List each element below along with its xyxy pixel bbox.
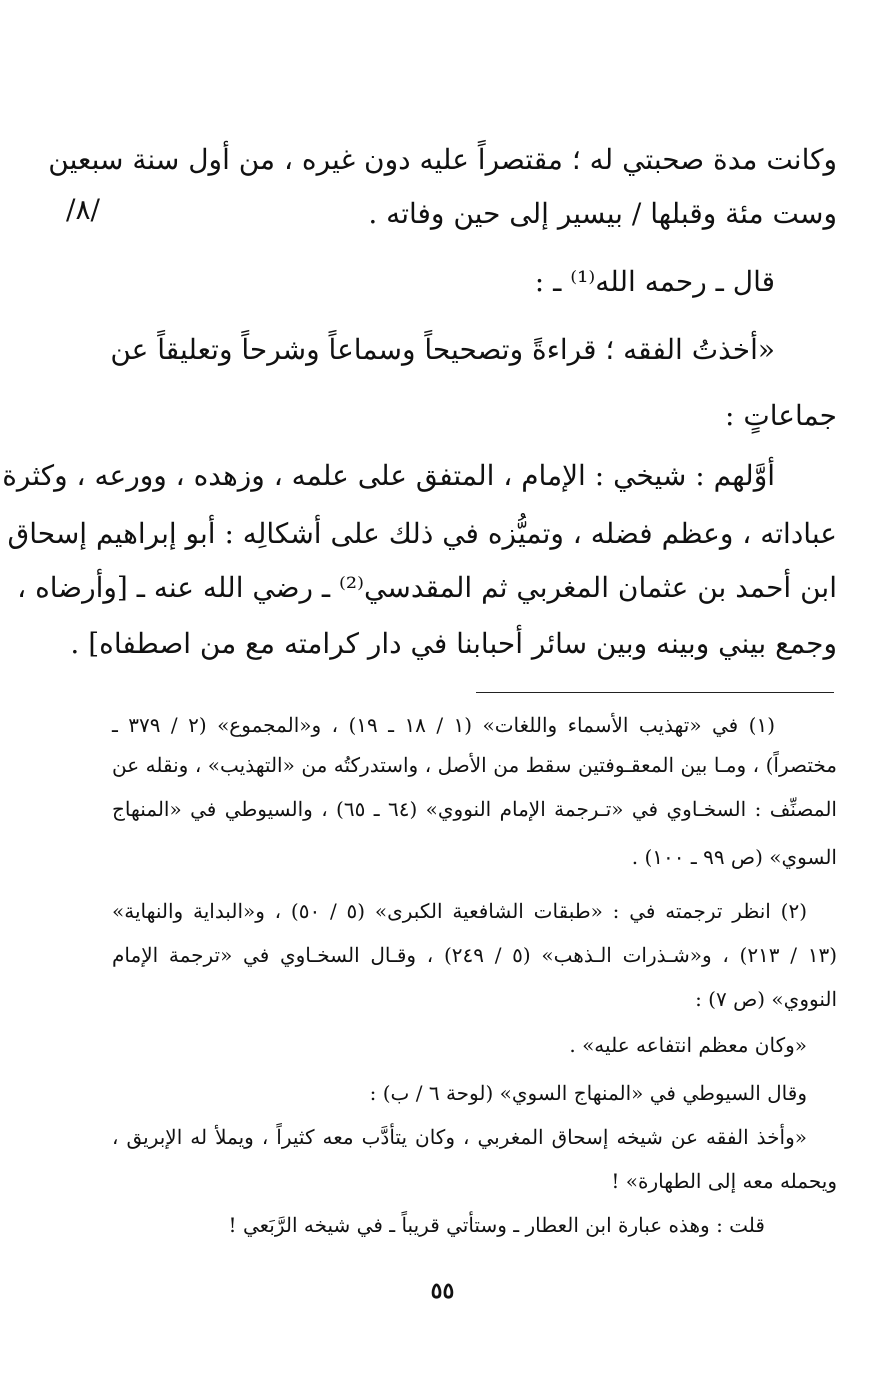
footnote-line-4: السوي» (ص ٩٩ ـ ١٠٠) . bbox=[631, 845, 837, 869]
footnote-separator bbox=[476, 692, 834, 693]
footnote-line-7: النووي» (ص ٧) : bbox=[695, 987, 837, 1011]
body-line-1: وكانت مدة صحبتي له ؛ مقتصراً عليه دون غيره ، من أول سنة سبعين bbox=[48, 143, 837, 176]
footnote-line-11: ويحمله معه إلى الطهارة» ! bbox=[611, 1169, 837, 1193]
body-line-8: ابن أحمد بن عثمان المغربي ثم المقدسي⁽²⁾ ـ رضي الله عنه ـ [وأرضاه ، bbox=[17, 571, 837, 604]
body-line-6: أوَّلهم : شيخي : الإمام ، المتفق على علمه ، وزهده ، وورعه ، وكثرة bbox=[2, 459, 775, 492]
manuscript-page-marker: /٨/ bbox=[66, 193, 100, 226]
footnote-line-6: (١٣ / ٢١٣) ، و«شـذرات الـذهب» (٥ / ٢٤٩) ، وقـال السخـاوي في «ترجمة الإمام bbox=[112, 943, 838, 967]
body-line-3: قال ـ رحمه الله⁽¹⁾ ـ : bbox=[534, 265, 775, 298]
footnote-line-12: قلت : وهذه عبارة ابن العطار ـ وستأتي قريباً ـ في شيخه الرَّبَعي ! bbox=[228, 1213, 765, 1237]
footnote-line-1: (١) في «تهذيب الأسماء واللغات» (١ / ١٨ ـ ١٩) ، و«المجموع» (٢ / ٣٧٩ ـ bbox=[112, 713, 775, 737]
page-number: ٥٥ bbox=[430, 1278, 455, 1304]
body-line-7: عباداته ، وعظم فضله ، وتميُّزه في ذلك على أشكالِه : أبو إبراهيم إسحاق bbox=[7, 517, 837, 550]
body-line-2: وست مئة وقبلها / بيسير إلى حين وفاته . bbox=[368, 197, 837, 230]
footnote-line-5: (٢) انظر ترجمته في : «طبقات الشافعية الكبرى» (٥ / ٥٠) ، و«البداية والنهاية» bbox=[112, 899, 807, 923]
body-line-4: «أخذتُ الفقه ؛ قراءةً وتصحيحاً وسماعاً وشرحاً وتعليقاً عن bbox=[110, 333, 775, 366]
body-line-5: جماعاتٍ : bbox=[725, 399, 837, 432]
footnote-line-9: وقال السيوطي في «المنهاج السوي» (لوحة ٦ / ب) : bbox=[369, 1081, 807, 1105]
body-line-9: وجمع بيني وبينه وبين سائر أحبابنا في دار كرامته مع من اصطفاه] . bbox=[70, 627, 837, 660]
footnote-line-8: «وكان معظم انتفاعه عليه» . bbox=[569, 1033, 807, 1057]
footnote-line-2: مختصراً) ، ومـا بين المعقـوفتين سقط من الأصل ، واستدركتُه من «التهذيب» ، ونقله عن bbox=[112, 753, 837, 777]
footnote-line-3: المصنِّف : السخـاوي في «تـرجمة الإمام النووي» (٦٤ ـ ٦٥) ، والسيوطي في «المنهاج bbox=[112, 797, 837, 821]
footnote-line-10: «وأخذ الفقه عن شيخه إسحاق المغربي ، وكان يتأدَّب معه كثيراً ، ويملأ له الإبريق ، bbox=[112, 1125, 807, 1149]
